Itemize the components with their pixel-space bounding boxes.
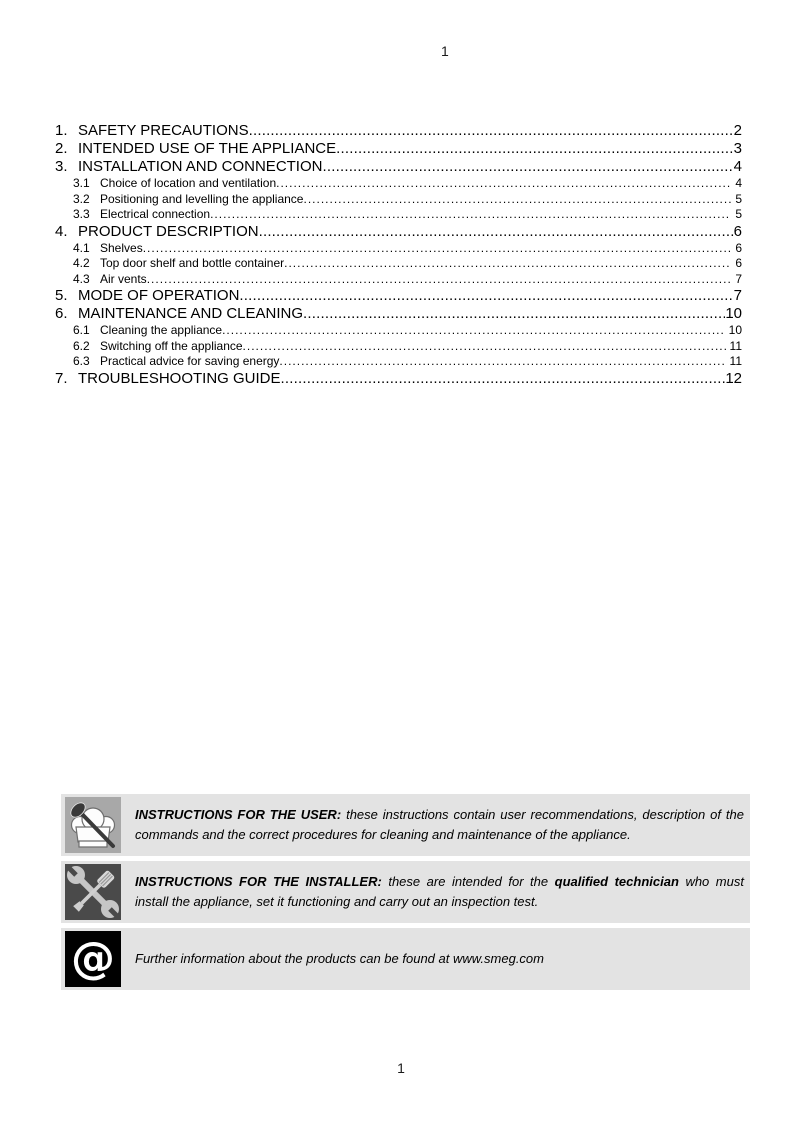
toc-entry xyxy=(55,207,742,223)
toc-entry xyxy=(55,158,742,176)
toc-dot-leader xyxy=(147,272,732,288)
toc-entry-title: MODE OF OPERATION xyxy=(78,287,240,304)
info-box-web-text xyxy=(135,949,544,969)
toc-entry-number: 4.1 xyxy=(73,240,90,255)
table-of-contents xyxy=(55,122,742,388)
toc-entry-title: INTENDED USE OF THE APPLIANCE xyxy=(78,140,337,157)
toc-entry-page: 5 xyxy=(735,207,742,221)
toc-entry xyxy=(55,223,742,241)
toc-entry-number: 3.2 xyxy=(73,191,90,206)
toc-entry-number: 4.2 xyxy=(73,256,90,270)
toc-entry-number: 6.3 xyxy=(73,354,90,368)
toc-entry-title: SAFETY PRECAUTIONS xyxy=(78,122,249,139)
toc-entry xyxy=(55,354,742,370)
toc-dot-leader xyxy=(239,287,733,305)
toc-dot-leader xyxy=(322,158,733,176)
info-box-installer-body-after: who must install the appliance, set it functioning and carry out an inspection test. xyxy=(135,874,744,909)
toc-entry-title: Choice of location and ventilation xyxy=(100,176,277,190)
toc-entry xyxy=(55,256,742,272)
chef-hat-spoon-icon xyxy=(65,797,121,853)
toc-entry-page: 6 xyxy=(733,222,742,240)
toc-entry-page: 10 xyxy=(725,305,742,322)
toc-dot-leader xyxy=(259,223,734,241)
info-box-installer-text xyxy=(135,872,744,912)
info-box-web-body: Further information about the products can be found at www.smeg.com xyxy=(135,951,544,966)
toc-entry-title: TROUBLESHOOTING GUIDE xyxy=(78,369,281,387)
toc-entry xyxy=(55,305,742,323)
toc-entry xyxy=(55,370,742,388)
toc-dot-leader xyxy=(143,241,732,257)
toc-dot-leader xyxy=(276,176,731,192)
toc-entry-number: 4.3 xyxy=(73,271,90,286)
toc-entry-number: 3.1 xyxy=(73,176,90,190)
at-icon xyxy=(65,931,121,987)
info-box-user-lead: INSTRUCTIONS FOR THE USER: xyxy=(135,807,342,822)
toc-entry xyxy=(55,287,742,305)
toc-entry-title: Air vents xyxy=(100,271,147,286)
wrench-screwdriver-icon xyxy=(65,864,121,920)
toc-entry-page: 11 xyxy=(729,338,742,353)
toc-entry-number: 7. xyxy=(55,369,68,387)
toc-entry-number: 1. xyxy=(55,122,68,139)
toc-dot-leader xyxy=(284,256,731,272)
toc-entry-page: 7 xyxy=(733,287,742,304)
info-box-installer-lead: INSTRUCTIONS FOR THE INSTALLER: xyxy=(135,874,382,889)
toc-entry-page: 6 xyxy=(735,256,742,270)
toc-entry-number: 6.1 xyxy=(73,323,90,337)
toc-entry xyxy=(55,272,742,288)
toc-entry xyxy=(55,241,742,257)
toc-entry-title: Electrical connection xyxy=(100,207,211,221)
toc-entry-page: 4 xyxy=(735,176,742,190)
toc-entry-number: 4. xyxy=(55,222,68,240)
info-box-web xyxy=(61,928,750,990)
toc-entry-page: 10 xyxy=(728,323,742,337)
toc-entry-title: Shelves xyxy=(100,240,143,255)
info-box-user xyxy=(61,794,750,856)
toc-entry-page: 12 xyxy=(725,369,742,387)
info-box-user-text xyxy=(135,805,744,845)
toc-entry xyxy=(55,339,742,355)
toc-entry-title: Practical advice for saving energy xyxy=(100,354,280,368)
toc-dot-leader xyxy=(281,370,726,388)
toc-entry xyxy=(55,323,742,339)
toc-entry-title: Cleaning the appliance xyxy=(100,323,223,337)
footer-page-number: 1 xyxy=(397,1060,405,1076)
toc-dot-leader xyxy=(303,192,731,208)
toc-entry-page: 7 xyxy=(735,271,742,286)
toc-dot-leader xyxy=(222,323,725,339)
toc-dot-leader xyxy=(303,305,725,323)
toc-entry-page: 2 xyxy=(733,122,742,139)
info-box-user-body: these instructions contain user recommendations, description of the commands and the correct procedures for cleaning and maintenance of the appliance. xyxy=(135,807,744,842)
toc-entry-title: Top door shelf and bottle container xyxy=(100,256,285,270)
toc-entry-title: MAINTENANCE AND CLEANING xyxy=(78,305,304,322)
toc-entry-title: PRODUCT DESCRIPTION xyxy=(78,222,259,240)
toc-entry-number: 2. xyxy=(55,140,68,157)
header-page-number: 1 xyxy=(441,43,449,59)
toc-entry-number: 3. xyxy=(55,158,68,175)
toc-dot-leader xyxy=(249,122,734,140)
toc-entry-title: Positioning and levelling the appliance xyxy=(100,191,304,206)
toc-entry xyxy=(55,176,742,192)
toc-entry-number: 6. xyxy=(55,305,68,322)
toc-entry-title: Switching off the appliance xyxy=(100,338,243,353)
toc-dot-leader xyxy=(336,140,734,158)
toc-entry-number: 3.3 xyxy=(73,207,90,221)
toc-entry-page: 5 xyxy=(735,191,742,206)
toc-dot-leader xyxy=(279,354,725,370)
toc-entry xyxy=(55,192,742,208)
toc-entry-page: 11 xyxy=(729,354,742,368)
at-glyph: @ xyxy=(71,933,115,984)
toc-dot-leader xyxy=(210,207,731,223)
info-box-installer xyxy=(61,861,750,923)
toc-entry xyxy=(55,140,742,158)
toc-entry-number: 6.2 xyxy=(73,338,90,353)
toc-entry-title: INSTALLATION AND CONNECTION xyxy=(78,158,323,175)
toc-entry-page: 6 xyxy=(735,240,742,255)
toc-dot-leader xyxy=(243,339,726,355)
toc-entry xyxy=(55,122,742,140)
toc-entry-page: 3 xyxy=(733,140,742,157)
toc-entry-page: 4 xyxy=(733,158,742,175)
info-box-installer-body: these are intended for the xyxy=(388,874,549,889)
info-box-installer-bold-phrase: qualified technician xyxy=(554,874,679,889)
toc-entry-number: 5. xyxy=(55,287,68,304)
